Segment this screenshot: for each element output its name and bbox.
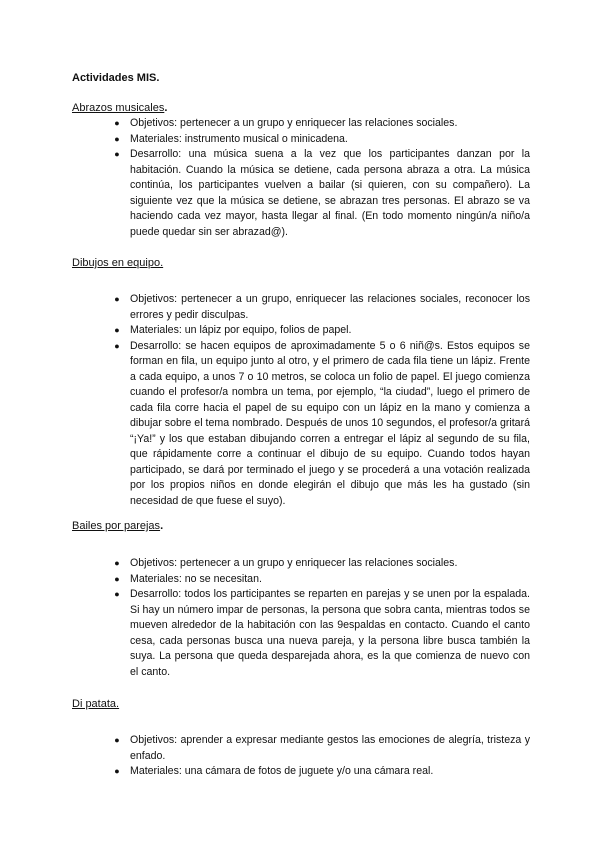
section-heading-text: Di patata.: [72, 698, 120, 710]
list-item: [112, 132, 530, 148]
list-item-text: Objetivos: pertenecer a un grupo, enriquecer las relaciones sociales, reconocer los errores y pedir disculpas.: [130, 293, 530, 321]
bullet-icon: ●: [114, 589, 120, 599]
bullet-icon: ●: [114, 133, 120, 144]
list-item-text: Materiales: una cámara de fotos de juguete y/o una cámara real.: [130, 765, 434, 777]
list-item: [112, 339, 530, 510]
section-heading-text: Bailes por parejas: [72, 520, 161, 532]
list-item-text: Objetivos: pertenecer a un grupo y enriquecer las relaciones sociales.: [130, 557, 458, 569]
list-item: [112, 733, 530, 764]
bullet-icon: ●: [114, 118, 120, 128]
bullet-list-dibujos: [112, 292, 530, 509]
bullet-icon: ●: [114, 573, 120, 584]
bullet-list-di-patata: [112, 733, 530, 780]
list-item: [112, 116, 530, 132]
bullet-icon: ●: [114, 558, 120, 568]
list-item: [112, 764, 530, 780]
bullet-list-abrazos: [112, 116, 530, 240]
list-item-text: Materiales: no se necesitan.: [130, 572, 262, 585]
list-item: [112, 587, 530, 680]
list-item: [112, 323, 530, 339]
list-item: [112, 556, 530, 572]
section-heading-dibujos: [72, 256, 163, 270]
section-heading-text: Abrazos musicales: [72, 102, 165, 114]
section-heading-suffix: .: [164, 102, 168, 114]
section-heading-suffix: .: [160, 520, 164, 532]
list-item-text: Desarrollo: todos los participantes se reparten en parejas y se unen por la espalada. Si hay un número impar de personas, la persona que sobra canta, mientras todos se mueven alrededor de la habitación con las 9espaldas en contacto. Cuando el canto cesa, cada personas busca una nueva pareja, y la persona libre busca también la suya. La persona que queda desparejada ahora, es la que comienza de nuevo con el canto.: [130, 588, 530, 678]
bullet-icon: ●: [114, 735, 120, 745]
list-item: [112, 572, 530, 588]
section-heading-text: Dibujos en equipo.: [72, 257, 164, 269]
list-item: [112, 147, 530, 240]
bullet-icon: ●: [114, 325, 120, 335]
section-heading-di-patata: [72, 697, 119, 711]
bullet-list-bailes: [112, 556, 530, 680]
bullet-icon: ●: [114, 766, 120, 776]
list-item: [112, 292, 530, 323]
list-item-text: Desarrollo: una música suena a la vez que los participantes danzan por la habitación. Cuando la música se detiene, cada persona abraza a otra. La música continúa, los participantes vuelven a bailar (si quieren, con su compañero). La siguiente vez que la música se detiene, se abrazan tres personas. El abrazo se va haciendo cada vez mayor, hasta llegar al final. (En todo momento ningún/a niño/a puede quedar sin ser abrazad@).: [130, 148, 530, 238]
bullet-icon: ●: [114, 149, 120, 159]
bullet-icon: ●: [114, 340, 120, 351]
section-heading-abrazos: [72, 101, 167, 115]
list-item-text: Desarrollo: se hacen equipos de aproximadamente 5 o 6 niñ@s. Estos equipos se forman en fila, un equipo junto al otro, y el primero de cada fila tiene un lápiz. Frente a cada equipo, a unos 7 o 10 metros, se coloca un folio de papel. El juego comienza cuando el profesor/a nombra un tema, por ejemplo, “la ciudad”, luego el primero de cada fila corre hacia el papel de su equipo con un lápiz en la mano y comienza a dibujar sobre el tema nombrado. Después de unos 10 segundos, el profesor/a gritará “¡Ya!” y los que estaban dibujando corren a entregar el lápiz al segundo de su fila, que rápidamente corre a continuar el dibujo de su equipo. Cuando todos hayan participado, se dará por terminado el juego y se procederá a una votación realizada por los propios niños en donde elegirán el dibujo que más les ha gustado (sin necesidad de que fuese el suyo).: [130, 339, 530, 507]
bullet-icon: ●: [114, 294, 120, 304]
list-item-text: Materiales: instrumento musical o minicadena.: [130, 132, 348, 145]
list-item-text: Materiales: un lápiz por equipo, folios de papel.: [130, 324, 352, 336]
section-heading-bailes: [72, 519, 163, 533]
list-item-text: Objetivos: aprender a expresar mediante gestos las emociones de alegría, tristeza y enfado.: [130, 734, 530, 762]
document-title: Actividades MIS.: [72, 72, 160, 84]
list-item-text: Objetivos: pertenecer a un grupo y enriquecer las relaciones sociales.: [130, 117, 458, 129]
